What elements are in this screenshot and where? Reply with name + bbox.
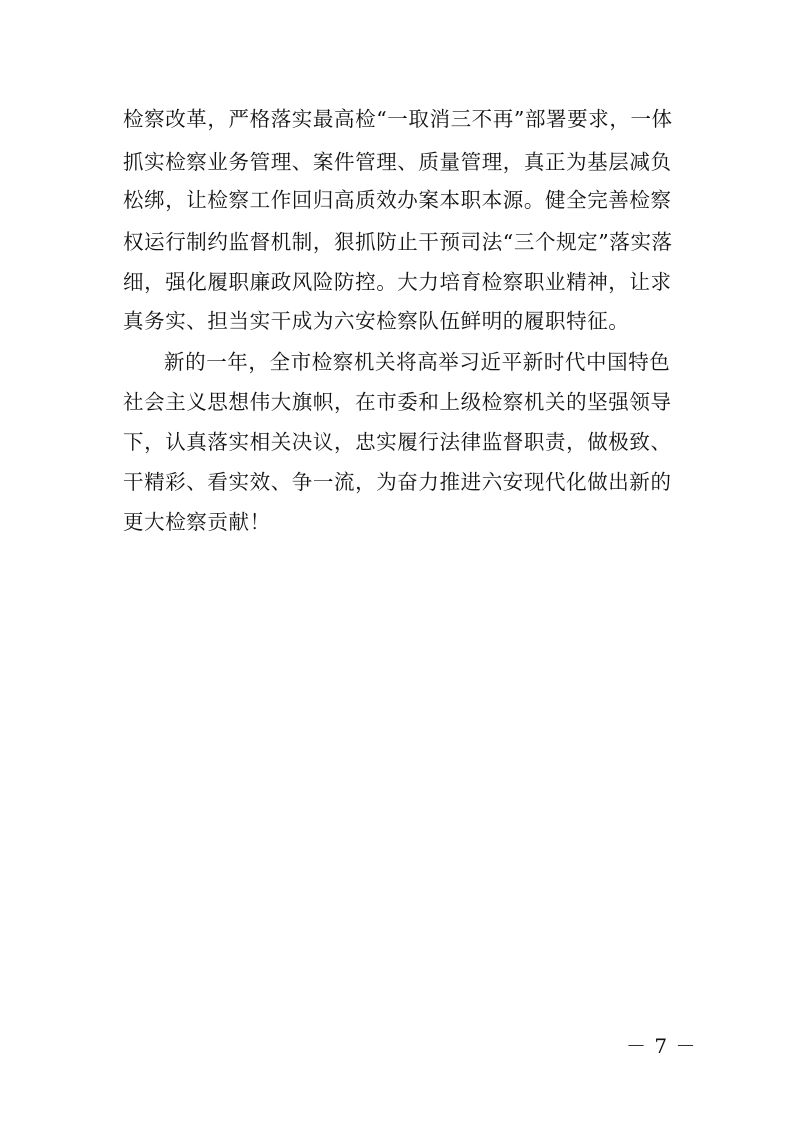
paragraph-1-line-1: 检察改革，严格落实最高检“一取消三不再”部署要求，一体: [123, 107, 673, 131]
paragraph-2-line-1: 新的一年，全市检察机关将高举习近平新时代中国特色: [164, 350, 671, 374]
paragraph-1-line-6: 真务实、担当实干成为六安检察队伍鲜明的履职特征。: [123, 309, 630, 333]
page-number: － 7 －: [626, 1034, 697, 1058]
paragraph-1-line-5: 细，强化履职廉政风险防控。大力培育检察职业精神，让求: [123, 270, 672, 294]
paragraph-2-line-4: 干精彩、看实效、争一流，为奋力推进六安现代化做出新的: [123, 470, 672, 494]
paragraph-1-line-3: 松绑，让检察工作回归高质效办案本职本源。健全完善检察: [123, 188, 672, 212]
paragraph-2-line-3: 下，认真落实相关决议，忠实履行法律监督职责，做极致、: [123, 430, 672, 454]
paragraph-2-line-5: 更大检察贡献！: [123, 510, 271, 534]
paragraph-2-line-2: 社会主义思想伟大旗帜，在市委和上级检察机关的坚强领导: [123, 390, 672, 414]
paragraph-1-line-4: 权运行制约监督机制，狠抓防止干预司法“三个规定”落实落: [123, 230, 673, 254]
paragraph-1-line-2: 抓实检察业务管理、案件管理、质量管理，真正为基层减负: [123, 150, 672, 174]
